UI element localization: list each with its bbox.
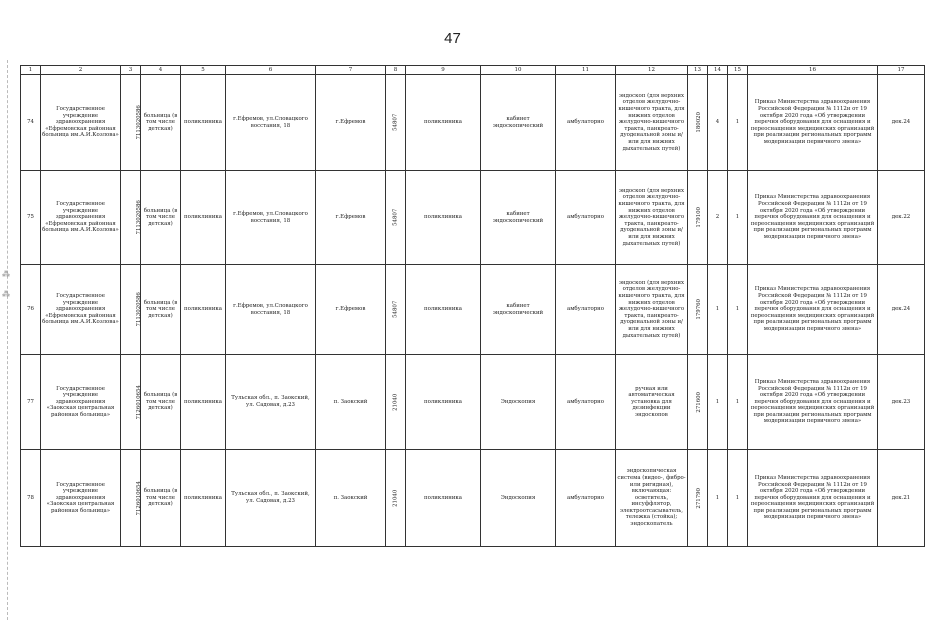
equipment-code-cell [688,265,708,355]
address-cell: г.Ефремов, ул.Словацкого восстания, 18 [226,171,316,265]
organization-type-cell: больница (в том числе детская) [141,450,181,547]
unit-type-cell: поликлиника [181,450,226,547]
unit-type-cell: поликлиника [181,171,226,265]
care-conditions-cell: амбулаторно [556,450,616,547]
column-number: 5 [181,66,226,75]
unit-type-cell: поликлиника [181,75,226,171]
delivery-date-cell: дек.24 [878,75,925,171]
column-number: 10 [481,66,556,75]
equipment-name-cell: эндоскопическая система (видео-, фибро- или ригидная), включающая: осветитель, инсуффлятор, электроотсасыватель, тележка (стойка); эндоскопатель [616,450,688,547]
equipment-name-cell: эндоскоп (для верхних отделов желудочно-кишечного тракта, для нижних отделов желудочно-кишечного тракта, панкреато-дуоденальной зоны и/или для нижних дыхательных путей) [616,75,688,171]
row-number-cell: 75 [21,171,41,265]
organization-name-cell: Государственное учреждение здравоохранения «Заокская центральная районная больница» [41,450,121,547]
equipment-code-cell [688,171,708,265]
equipment-name-cell: эндоскоп (для верхних отделов желудочно-кишечного тракта, для нижних отделов желудочно-кишечного тракта, панкреато-дуоденальной зоны и/или для нижних дыхательных путей) [616,265,688,355]
equipment-code: 271600 [695,391,702,413]
care-conditions-cell: амбулаторно [556,355,616,450]
tax-id-cell [121,171,141,265]
column-number: 2 [41,66,121,75]
subdivision-cell: поликлиника [406,75,481,171]
equipment-code-cell [688,450,708,547]
column-number: 1 [21,66,41,75]
organization-name-cell: Государственное учреждение здравоохранения «Ефремовская районная больница им.А.И.Козлова» [41,75,121,171]
column-number: 11 [556,66,616,75]
locality-cell: г.Ефремов [316,265,386,355]
column-number: 3 [121,66,141,75]
equipment-code: 179760 [695,299,702,320]
column-number: 13 [688,66,708,75]
care-conditions-cell: амбулаторно [556,75,616,171]
tax-id: 7126010654 [135,384,142,420]
table-row [21,75,925,171]
column-number: 8 [386,66,406,75]
locality-cell: г.Ефремов [316,75,386,171]
delivery-date-cell: дек.24 [878,265,925,355]
organization-name-cell: Государственное учреждение здравоохранения «Ефремовская районная больница им.А.И.Козлова» [41,171,121,265]
tax-id: 7113020586 [135,292,142,327]
column-number-row [21,66,925,75]
tax-id-cell [121,75,141,171]
column-number: 15 [728,66,748,75]
legal-basis-cell: Приказ Министерства здравоохранения Российской Федерации № 1112н от 19 октября 2020 года «Об утверждении перечня оборудования для оснащения и переоснащения медицинских организаций при реализации региональных программ модернизации первичного звена» [748,75,878,171]
priority-cell: 1 [728,450,748,547]
table-row [21,355,925,450]
binding-mark-icon: ⁂ [2,270,10,279]
population: 54807 [392,208,399,227]
legal-basis-cell: Приказ Министерства здравоохранения Российской Федерации № 1112н от 19 октября 2020 года «Об утверждении перечня оборудования для оснащения и переоснащения медицинских организаций при реализации региональных программ модернизации первичного звена» [748,355,878,450]
binding-mark-icon: ⁂ [2,290,10,299]
tax-id-cell [121,450,141,547]
column-number: 7 [316,66,386,75]
quantity-cell: 1 [708,355,728,450]
locality-cell: п. Заокский [316,450,386,547]
column-number: 6 [226,66,316,75]
organization-name-cell: Государственное учреждение здравоохранения «Ефремовская районная больница им.А.И.Козлова» [41,265,121,355]
column-number: 17 [878,66,925,75]
subdivision-cell: поликлиника [406,355,481,450]
quantity-cell: 4 [708,75,728,171]
column-number: 14 [708,66,728,75]
table-row [21,265,925,355]
subdivision-cell: поликлиника [406,265,481,355]
subdivision-cell: поликлиника [406,450,481,547]
population-cell [386,75,406,171]
care-conditions-cell: амбулаторно [556,265,616,355]
tax-id-cell [121,355,141,450]
care-conditions-cell: амбулаторно [556,171,616,265]
locality-cell: п. Заокский [316,355,386,450]
department-cell: кабинет эндоскопический [481,171,556,265]
legal-basis-cell: Приказ Министерства здравоохранения Российской Федерации № 1112н от 19 октября 2020 года «Об утверждении перечня оборудования для оснащения и переоснащения медицинских организаций при реализации региональных программ модернизации первичного звена» [748,171,878,265]
column-number: 16 [748,66,878,75]
column-number: 12 [616,66,688,75]
priority-cell: 1 [728,171,748,265]
tax-id: 7113020586 [135,200,142,235]
unit-type-cell: поликлиника [181,265,226,355]
population-cell [386,450,406,547]
population: 54807 [392,300,399,319]
binding-margin-line [7,60,8,620]
row-number-cell: 74 [21,75,41,171]
table-row [21,171,925,265]
tax-id: 7113020586 [135,105,142,140]
column-number: 4 [141,66,181,75]
row-number-cell: 78 [21,450,41,547]
priority-cell: 1 [728,355,748,450]
department-cell: Эндоскопия [481,450,556,547]
equipment-code: 271790 [695,487,702,509]
priority-cell: 1 [728,75,748,171]
department-cell: кабинет эндоскопический [481,265,556,355]
page-number: 47 [444,30,461,47]
row-number-cell: 76 [21,265,41,355]
population-cell [386,355,406,450]
department-cell: кабинет эндоскопический [481,75,556,171]
quantity-cell: 1 [708,450,728,547]
delivery-date-cell: дек.23 [878,355,925,450]
organization-type-cell: больница (в том числе детская) [141,171,181,265]
equipment-registry-table [20,65,925,547]
address-cell: Тульская обл., п. Заокский, ул. Садовая, д.23 [226,355,316,450]
organization-type-cell: больница (в том числе детская) [141,75,181,171]
population: 21040 [392,393,399,411]
subdivision-cell: поликлиника [406,171,481,265]
equipment-code: 179100 [695,207,702,228]
unit-type-cell: поликлиника [181,355,226,450]
legal-basis-cell: Приказ Министерства здравоохранения Российской Федерации № 1112н от 19 октября 2020 года «Об утверждении перечня оборудования для оснащения и переоснащения медицинских организаций при реализации региональных программ модернизации первичного звена» [748,265,878,355]
address-cell: г.Ефремов, ул.Словацкого восстания, 18 [226,75,316,171]
column-number: 9 [406,66,481,75]
organization-type-cell: больница (в том числе детская) [141,265,181,355]
equipment-name-cell: ручная или автоматическая установка для дезинфекции эндоскопов [616,355,688,450]
quantity-cell: 1 [708,265,728,355]
equipment-code: 180020 [695,112,702,133]
department-cell: Эндоскопия [481,355,556,450]
population: 54807 [392,113,399,132]
priority-cell: 1 [728,265,748,355]
legal-basis-cell: Приказ Министерства здравоохранения Российской Федерации № 1112н от 19 октября 2020 года «Об утверждении перечня оборудования для оснащения и переоснащения медицинских организаций при реализации региональных программ модернизации первичного звена» [748,450,878,547]
table-row [21,450,925,547]
tax-id-cell [121,265,141,355]
population: 21040 [392,489,399,507]
equipment-name-cell: эндоскоп (для верхних отделов желудочно-кишечного тракта, для нижних отделов желудочно-кишечного тракта, панкреато-дуоденальной зоны и/или для нижних дыхательных путей) [616,171,688,265]
tax-id: 7126010654 [135,480,142,516]
row-number-cell: 77 [21,355,41,450]
address-cell: г.Ефремов, ул.Словацкого восстания, 18 [226,265,316,355]
address-cell: Тульская обл., п. Заокский, ул. Садовая, д.23 [226,450,316,547]
population-cell [386,265,406,355]
population-cell [386,171,406,265]
quantity-cell: 2 [708,171,728,265]
locality-cell: г.Ефремов [316,171,386,265]
delivery-date-cell: дек.22 [878,171,925,265]
equipment-code-cell [688,355,708,450]
organization-name-cell: Государственное учреждение здравоохранения «Заокская центральная районная больница» [41,355,121,450]
organization-type-cell: больница (в том числе детская) [141,355,181,450]
delivery-date-cell: дек.21 [878,450,925,547]
equipment-code-cell [688,75,708,171]
